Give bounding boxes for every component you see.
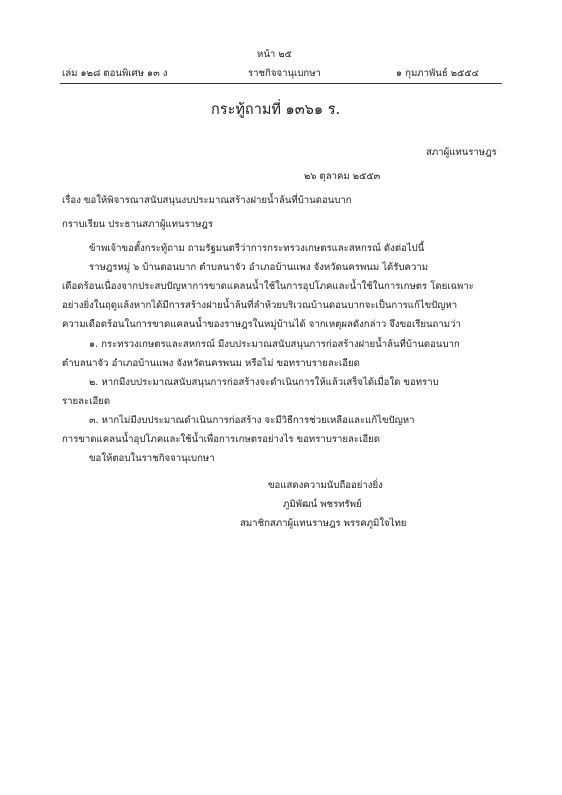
header-divider (60, 83, 502, 84)
body-line: การขาดแคลนน้ำอุปโภคและใช้น้ำเพื่อการเกษตรอย่างไร ขอทราบรายละเอียด (62, 434, 380, 445)
gazette-publication-name: ราชกิจจานุเบกษา (248, 68, 321, 79)
body-line: รายละเอียด (62, 396, 111, 407)
body-line: ๒. หากมีงบประมาณสนับสนุนการก่อสร้างจะดำเนินการให้แล้วเสร็จได้เมื่อใด ขอทราบ (89, 377, 439, 388)
body-line: ๑. กระทรวงเกษตรและสหกรณ์ มีงบประมาณสนับสนุนการก่อสร้างฝายน้ำล้นที่บ้านดอนบาก (89, 339, 460, 350)
body-line: ความเดือดร้อนในการขาดแคลนน้ำของราษฎรในหมู่บ้านได้ จากเหตุผลดังกล่าว จึงขอเรียนถามว่า (62, 319, 461, 330)
body-line: ข้าพเจ้าขอตั้งกระทู้ถาม ถามรัฐมนตรีว่าการกระทรวงเกษตรและสหกรณ์ ดังต่อไปนี้ (89, 243, 425, 254)
question-title: กระทู้ถามที่ ๑๓๖๑ ร. (211, 102, 341, 118)
body-line: ๓. หากไม่มีงบประมาณดำเนินการก่อสร้าง จะมีวิธีการช่วยเหลือและแก้ไขปัญหา (89, 415, 415, 426)
body-line: ราษฎรหมู่ ๖ บ้านดอนบาก ตำบลนาจัว อำเภอบ้านแพง จังหวัดนครพนม ได้รับความ (89, 262, 429, 273)
letter-closing: ขอแสดงความนับถืออย่างยิ่ง (268, 480, 383, 491)
signer-title: สมาชิกสภาผู้แทนราษฎร พรรคภูมิใจไทย (240, 518, 407, 529)
body-line: อย่างยิ่งในฤดูแล้งหากได้มีการสร้างฝายน้ำล้นที่ลำห้วยบริเวณบ้านดอนบากจะเป็นการแก้ไขปัญหา (62, 300, 458, 311)
signer-name: ภูมิพัฒน์ พชรทรัพย์ (283, 499, 362, 510)
letter-subject: เรื่อง ขอให้พิจารณาสนับสนุนงบประมาณสร้างฝายน้ำล้นที่บ้านดอนบาก (62, 195, 352, 206)
letter-salutation: กราบเรียน ประธานสภาผู้แทนราษฎร (62, 219, 214, 230)
gazette-page-number: หน้า ๒๕ (257, 49, 292, 60)
gazette-volume-info: เล่ม ๑๒๘ ตอนพิเศษ ๑๓ ง (62, 68, 168, 79)
body-line: ตำบลนาจัว อำเภอบ้านแพง จังหวัดนครพนม หรือไม่ ขอทราบรายละเอียด (62, 358, 360, 369)
gazette-issue-date: ๑ กุมภาพันธ์ ๒๕๕๔ (396, 68, 479, 79)
body-line: ขอให้ตอบในราชกิจจานุเบกษา (89, 453, 215, 464)
letter-date: ๒๖ ตุลาคม ๒๕๕๓ (304, 171, 381, 182)
recipient-organization: สภาผู้แทนราษฎร (426, 147, 497, 158)
body-line: เดือดร้อนเนื่องจากประสบปัญหาการขาดแคลนน้ำใช้ในการอุปโภคและน้ำใช้ในการเกษตร โดยเฉพาะ (62, 281, 474, 292)
